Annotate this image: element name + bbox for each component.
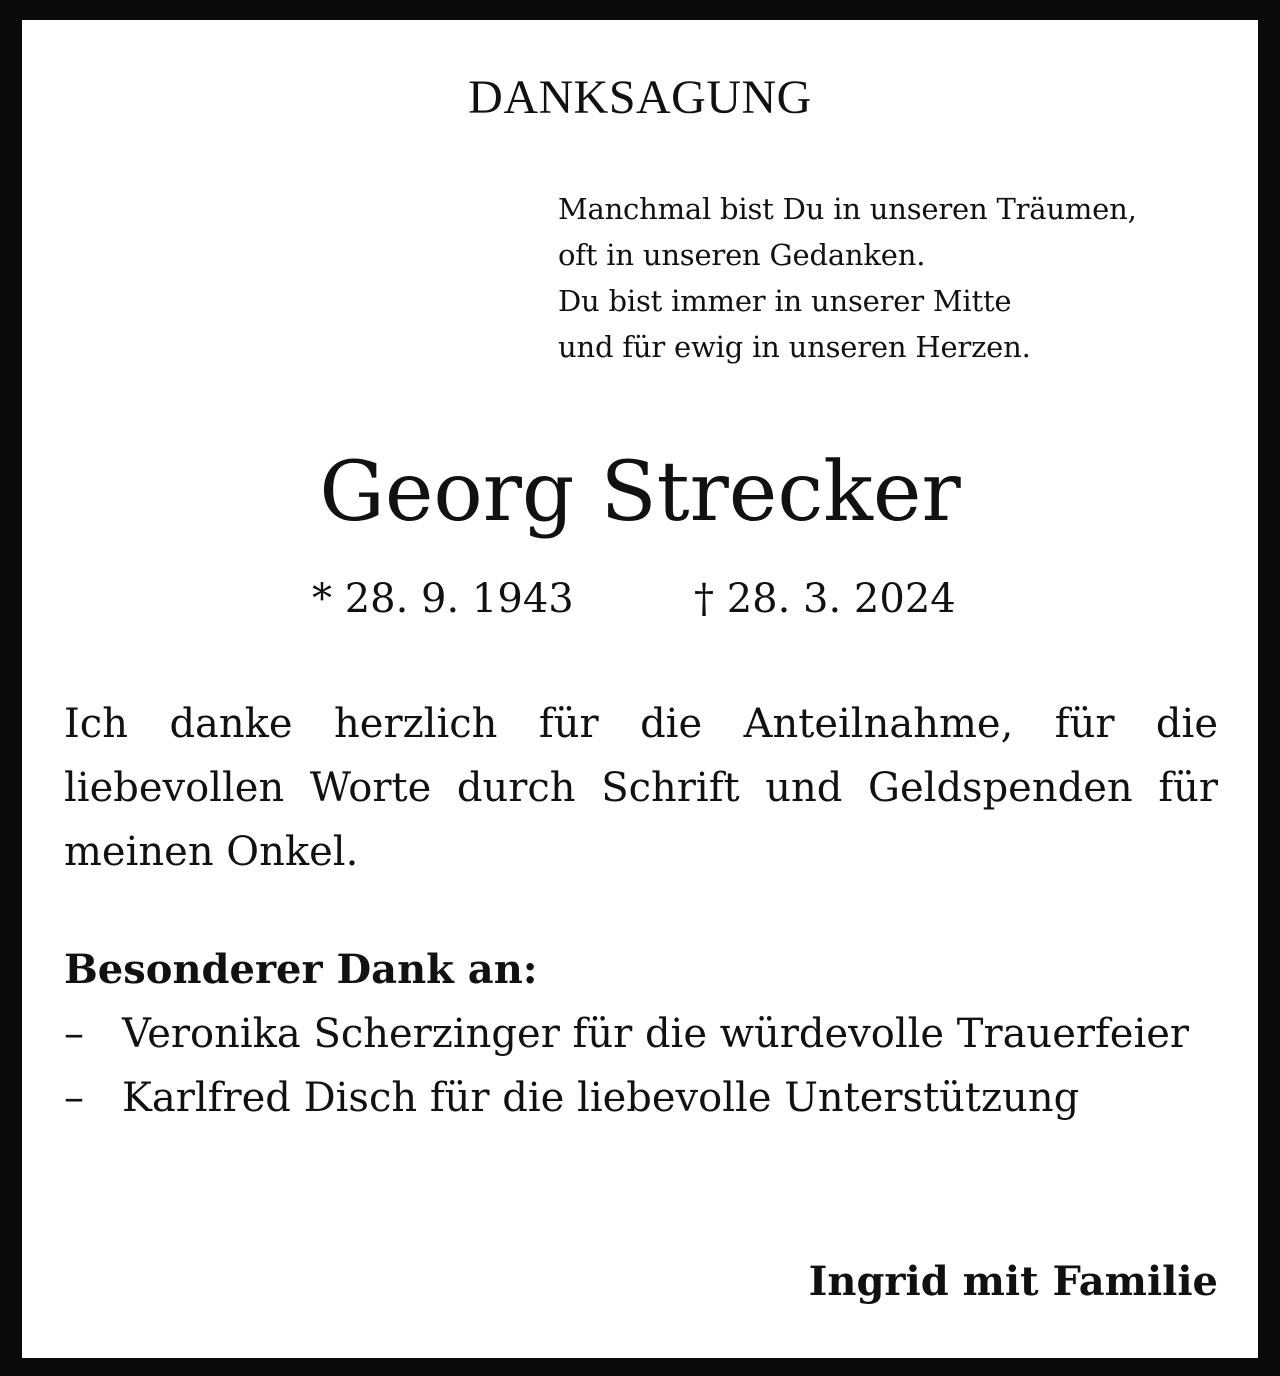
birth-date: * 28. 9. 1943 bbox=[312, 576, 574, 622]
deceased-name: Georg Strecker bbox=[319, 445, 961, 540]
thanks-paragraph: Ich danke herzlich für die Anteilnahme, für die liebevollen Worte durch Schrift und Geldspenden für meinen Onkel. bbox=[64, 701, 1218, 875]
special-thanks-heading: Besonderer Dank an: bbox=[64, 946, 538, 993]
special-thanks-list bbox=[64, 1002, 1224, 1130]
poem-line: oft in unseren Gedanken. bbox=[558, 238, 926, 272]
list-item-text: Karlfred Disch für die liebevolle Unterstützung bbox=[122, 1075, 1080, 1121]
list-item bbox=[64, 1066, 1224, 1130]
memorial-poem bbox=[558, 186, 1137, 370]
poem-line: Manchmal bist Du in unseren Träumen, bbox=[558, 192, 1137, 226]
poem-line: und für ewig in unseren Herzen. bbox=[558, 330, 1031, 364]
notice-heading: DANKSAGUNG bbox=[468, 71, 812, 124]
death-date: † 28. 3. 2024 bbox=[694, 576, 956, 622]
list-dash: – bbox=[64, 1075, 84, 1121]
signature: Ingrid mit Familie bbox=[808, 1258, 1218, 1305]
list-item-text: Veronika Scherzinger für die würdevolle Trauerfeier bbox=[122, 1011, 1190, 1057]
poem-line: Du bist immer in unserer Mitte bbox=[558, 284, 1012, 318]
list-item bbox=[64, 1002, 1224, 1066]
list-dash: – bbox=[64, 1011, 84, 1057]
